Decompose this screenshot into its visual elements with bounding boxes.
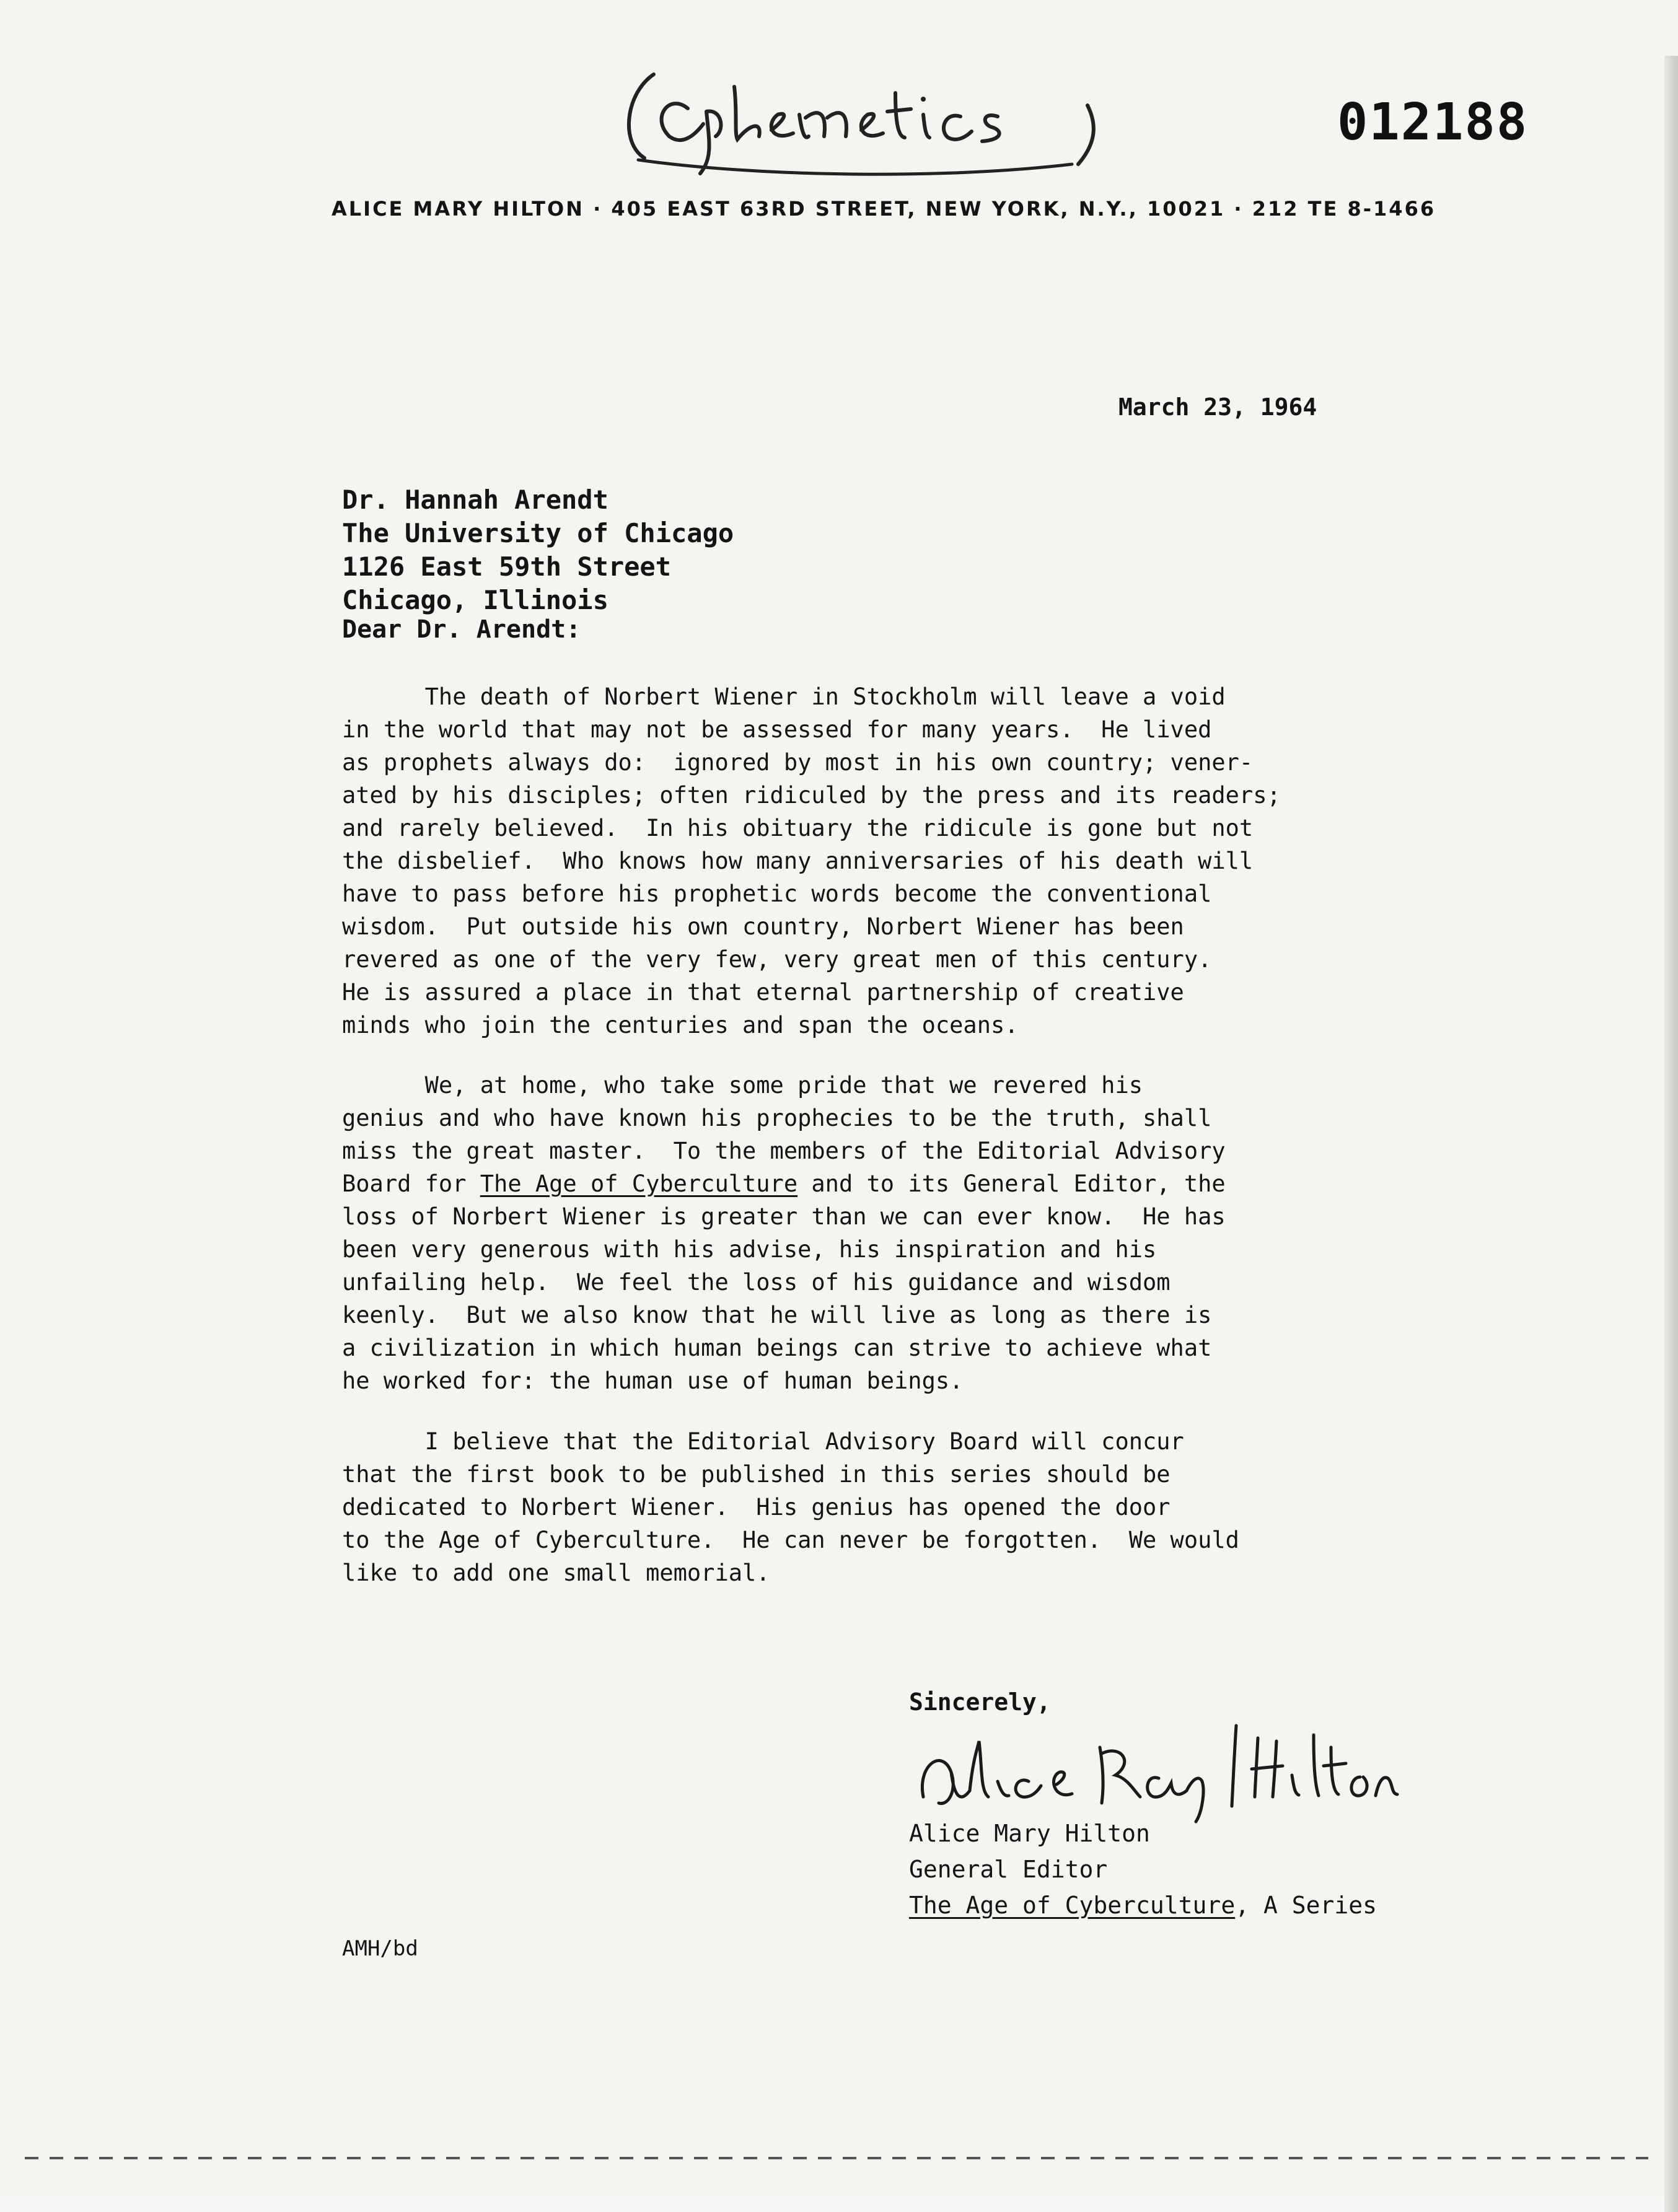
recipient-institution: The University of Chicago [342, 518, 734, 548]
series-title-underlined: The Age of Cyberculture [909, 1892, 1236, 1919]
closing: Sincerely, [909, 1688, 1051, 1716]
signer-block [909, 1815, 1377, 1923]
paragraph-line: ated by his disciples; often ridiculed by the press and its readers; [342, 782, 1281, 809]
line-text: and to its General Editor, the [797, 1170, 1226, 1197]
paragraph-line: in the world that may not be assessed for many years. He lived [342, 716, 1212, 743]
recipient-city: Chicago, Illinois [342, 585, 608, 615]
letterhead: ALICE MARY HILTON · 405 EAST 63RD STREET, NEW YORK, N.Y., 10021 · 212 TE 8-1466 [332, 197, 1436, 221]
paragraph-line: he worked for: the human use of human beings. [342, 1367, 964, 1394]
paragraph-line: revered as one of the very few, very great men of this century. [342, 946, 1212, 973]
signature-scribble [905, 1704, 1400, 1828]
paragraph-line: like to add one small memorial. [342, 1560, 770, 1586]
paragraph-line: wisdom. Put outside his own country, Norbert Wiener has been [342, 913, 1184, 940]
paragraph-line: He is assured a place in that eternal partnership of creative [342, 979, 1184, 1006]
paragraph-line: loss of Norbert Wiener is greater than we can ever know. He has [342, 1203, 1226, 1230]
signer-title: General Editor [909, 1856, 1108, 1883]
recipient-name: Dr. Hannah Arendt [342, 485, 608, 515]
page-edge [1664, 56, 1678, 2212]
paragraph-line: miss the great master. To the members of the Editorial Advisory [342, 1138, 1226, 1164]
paragraph-3 [342, 1425, 1482, 1589]
signer-series [909, 1887, 1377, 1923]
paragraph-line: genius and who have known his prophecies to be the truth, shall [342, 1105, 1212, 1131]
series-suffix: , A Series [1235, 1892, 1377, 1919]
document-number: 012188 [1337, 93, 1529, 152]
paragraph-line: minds who join the centuries and span the oceans. [342, 1012, 1019, 1038]
paragraph-line: been very generous with his advise, his inspiration and his [342, 1236, 1157, 1263]
paragraph-line: as prophets always do: ignored by most in his own country; vener- [342, 749, 1254, 776]
recipient-street: 1126 East 59th Street [342, 551, 672, 582]
scan-border [25, 2157, 1648, 2159]
paragraph-line: have to pass before his prophetic words become the conventional [342, 880, 1212, 907]
salutation: Dear Dr. Arendt: [342, 615, 581, 644]
letter-date: March 23, 1964 [1118, 393, 1317, 421]
typist-initials: AMH/bd [342, 1936, 418, 1961]
handwritten-signature [905, 1704, 1400, 1828]
paragraph-line: and rarely believed. In his obituary the ridicule is gone but not [342, 815, 1254, 841]
paragraph-line: that the first book to be published in this series should be [342, 1461, 1171, 1488]
handwritten-note [601, 50, 1159, 192]
paragraph-1 [342, 680, 1482, 1042]
signer-name: Alice Mary Hilton [909, 1820, 1150, 1847]
paragraph-line: keenly. But we also know that he will live as long as there is [342, 1302, 1212, 1328]
series-title-underlined: The Age of Cyberculture [480, 1170, 798, 1197]
paragraph-line: unfailing help. We feel the loss of his guidance and wisdom [342, 1269, 1171, 1296]
paragraph-line: The death of Norbert Wiener in Stockholm will leave a void [342, 683, 1226, 710]
paragraph-line: the disbelief. Who knows how many anniversaries of his death will [342, 848, 1254, 874]
handwritten-note-scribble [601, 50, 1159, 192]
paragraph-line [342, 1167, 1482, 1200]
paragraph-line: to the Age of Cyberculture. He can never be forgotten. We would [342, 1527, 1239, 1553]
paragraph-line: dedicated to Norbert Wiener. His genius has opened the door [342, 1494, 1171, 1521]
paragraph-line: a civilization in which human beings can strive to achieve what [342, 1335, 1212, 1361]
line-text: Board for [342, 1170, 480, 1197]
paragraph-2 [342, 1069, 1482, 1397]
paragraph-line: I believe that the Editorial Advisory Board will concur [342, 1428, 1184, 1455]
paragraph-line: We, at home, who take some pride that we revered his [342, 1072, 1143, 1099]
recipient-address [342, 483, 734, 617]
